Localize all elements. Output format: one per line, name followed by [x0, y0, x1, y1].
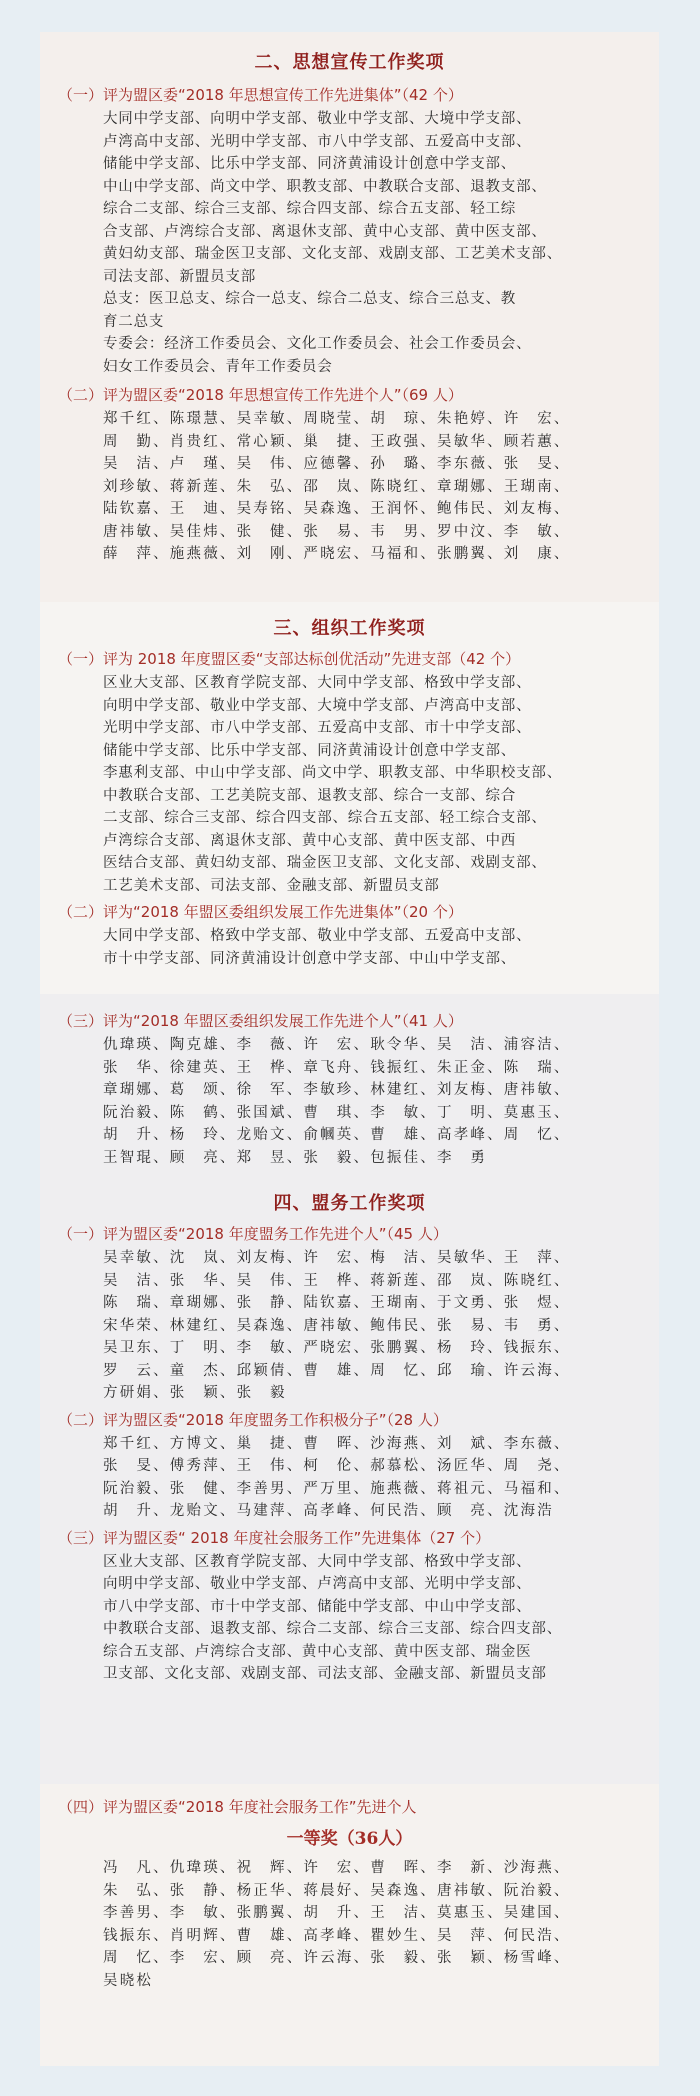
- list-line: 专委会：经济工作委员会、文化工作委员会、社会工作委员会、: [103, 336, 532, 352]
- section-2-sub2-list: [40, 408, 659, 566]
- section-4-sub1-heading: （一）评为盟区委“2018 年度盟务工作先进个人”（45 人）: [58, 1225, 448, 1243]
- section-4-sub3-heading: （三）评为盟区委“ 2018 年度社会服务工作”先进集体（27 个）: [58, 1528, 491, 1547]
- list-line: 胡 升、杨 玲、龙贻文、俞幗英、曹 雄、高孝峰、周 忆、: [103, 1127, 571, 1143]
- section-4-sub2-list: [40, 1433, 659, 1523]
- list-line: 吴幸敏、沈 岚、刘友梅、许 宏、梅 洁、吴敏华、王 萍、: [103, 1250, 571, 1266]
- document-page-1: [40, 32, 659, 602]
- section-4-title: 四、盟务工作奖项: [273, 1193, 426, 1214]
- list-line: 冯 凡、仇瑋瑛、祝 辉、许 宏、曹 晖、李 新、沙海燕、: [103, 1860, 571, 1876]
- list-line: 综合五支部、卢湾综合支部、黄中心支部、黄中医支部、瑞金医: [103, 1643, 532, 1660]
- list-line: 卢湾高中支部、光明中学支部、市八中学支部、五爱高中支部、: [103, 133, 532, 150]
- list-line: 黄妇幼支部、瑞金医卫支部、文化支部、戏剧支部、工艺美术支部、: [103, 246, 562, 262]
- list-line: 李惠利支部、中山中学支部、尚文中学、职教支部、中华职校支部、: [103, 765, 562, 781]
- section-2-sub1-list: [40, 108, 659, 378]
- list-line: 二支部、综合三支部、综合四支部、综合五支部、轻工综合支部、: [103, 810, 547, 826]
- list-line: 工艺美术支部、司法支部、金融支部、新盟员支部: [103, 877, 440, 894]
- section-4-sub4-heading: （四）评为盟区委“2018 年度社会服务工作”先进个人: [58, 1798, 417, 1816]
- section-2-sub1-heading: （一）评为盟区委“2018 年思想宣传工作先进集体”（42 个）: [58, 86, 463, 104]
- list-line: 吴晓松: [103, 1972, 154, 1989]
- list-line: 司法支部、新盟员支部: [103, 268, 256, 285]
- list-line: 储能中学支部、比乐中学支部、同济黄浦设计创意中学支部、: [103, 156, 517, 172]
- list-line: 阮治毅、张 健、李善男、严万里、施燕薇、蒋祖元、马福和、: [103, 1480, 571, 1497]
- list-line: 市十中学支部、同济黄浦设计创意中学支部、中山中学支部、: [103, 950, 517, 967]
- list-line: 周 忆、李 宏、顾 亮、许云海、张 毅、张 颖、杨雪峰、: [103, 1950, 571, 1966]
- list-line: 章瑚娜、葛 颂、徐 军、李敏珍、林建红、刘友梅、唐祎敏、: [103, 1082, 571, 1098]
- list-line: 吴卫东、丁 明、李 敏、严晓宏、张鹏翼、杨 玲、钱振东、: [103, 1340, 571, 1356]
- section-3-sub1-list: [40, 672, 659, 897]
- list-line: 区业大支部、区教育学院支部、大同中学支部、格致中学支部、: [103, 1553, 532, 1570]
- first-prize-heading: 一等奖（36人）: [286, 1829, 413, 1849]
- section-4-sub2-heading: （二）评为盟区委“2018 年度盟务工作积极分子”（28 人）: [58, 1410, 448, 1429]
- list-line: 向明中学支部、敬业中学支部、卢湾高中支部、光明中学支部、: [103, 1576, 532, 1592]
- list-line: 储能中学支部、比乐中学支部、同济黄浦设计创意中学支部、: [103, 742, 517, 759]
- section-4-sub4-list: [40, 1857, 659, 1992]
- list-line: 卫支部、文化支部、戏剧支部、司法支部、金融支部、新盟员支部: [103, 1666, 547, 1682]
- list-line: 陈 瑞、章瑚娜、张 静、陆钦嘉、王瑚南、于文勇、张 煜、: [103, 1295, 571, 1311]
- list-line: 张 旻、傅秀萍、王 伟、柯 伦、郝慕松、汤匠华、周 尧、: [103, 1458, 571, 1474]
- section-3-sub2-heading: （二）评为“2018 年盟区委组织发展工作先进集体”（20 个）: [58, 903, 463, 921]
- list-line: 罗 云、童 杰、邱颖倩、曹 雄、周 忆、邱 瑜、许云海、: [103, 1362, 571, 1379]
- list-line: 唐祎敏、吴佳炜、张 健、张 易、韦 男、罗中汶、李 敏、: [103, 523, 571, 540]
- section-2-sub2-heading: （二）评为盟区委“2018 年思想宣传工作先进个人”（69 人）: [58, 386, 463, 404]
- list-line: 张 华、徐建英、王 桦、章飞舟、钱振红、朱正金、陈 瑞、: [103, 1059, 571, 1076]
- list-line: 光明中学支部、市八中学支部、五爱高中支部、市十中学支部、: [103, 720, 532, 736]
- section-3-sub3-heading: （三）评为“2018 年盟区委组织发展工作先进个人”（41 人）: [58, 1012, 463, 1030]
- list-line: 总支：医卫总支、综合一总支、综合二总支、综合三总支、教: [103, 291, 517, 307]
- list-line: 方研娟、张 颖、张 毅: [103, 1385, 287, 1401]
- list-line: 陆钦嘉、王 迪、吴寿铭、吴森逸、王润怀、鲍伟民、刘友梅、: [103, 501, 571, 517]
- list-line: 市八中学支部、市十中学支部、储能中学支部、中山中学支部、: [103, 1598, 532, 1615]
- list-line: 大同中学支部、格致中学支部、敬业中学支部、五爱高中支部、: [103, 928, 532, 944]
- list-line: 宋华荣、林建红、吴森逸、唐祎敏、鲍伟民、张 易、韦 勇、: [103, 1317, 571, 1334]
- document-page-3: [40, 994, 659, 1784]
- section-3-sub3-list: [40, 1034, 659, 1169]
- list-line: 大同中学支部、向明中学支部、敬业中学支部、大境中学支部、: [103, 111, 532, 127]
- list-line: 钱振东、肖明辉、曹 雄、高孝峰、瞿妙生、吴 萍、何民浩、: [103, 1927, 571, 1944]
- list-line: 薛 萍、施燕薇、刘 刚、严晓宏、马福和、张鹏翼、刘 康、: [103, 546, 571, 562]
- list-line: 李善男、李 敏、张鹏翼、胡 升、王 洁、莫惠玉、吴建国、: [103, 1905, 571, 1921]
- list-line: 仇瑋瑛、陶克雄、李 薇、许 宏、耿令华、吴 洁、浦容洁、: [103, 1037, 571, 1053]
- list-line: 中教联合支部、退教支部、综合二支部、综合三支部、综合四支部、: [103, 1621, 562, 1637]
- list-line: 阮治毅、陈 鹤、张国斌、曹 琪、李 敏、丁 明、莫惠玉、: [103, 1104, 571, 1121]
- list-line: 中教联合支部、工艺美院支部、退教支部、综合一支部、综合: [103, 787, 517, 804]
- section-4-sub1-list: [40, 1247, 659, 1405]
- list-line: 胡 升、龙贻文、马建萍、高孝峰、何民浩、顾 亮、沈海浩: [103, 1503, 554, 1519]
- section-3-title: 三、组织工作奖项: [273, 618, 426, 639]
- section-4-sub3-list: [40, 1551, 659, 1686]
- list-line: 卢湾综合支部、离退休支部、黄中心支部、黄中医支部、中西: [103, 832, 517, 849]
- document-page-2: [40, 602, 659, 994]
- list-line: 合支部、卢湾综合支部、离退休支部、黄中心支部、黄中医支部、: [103, 223, 547, 240]
- list-line: 综合二支部、综合三支部、综合四支部、综合五支部、轻工综: [103, 201, 517, 217]
- list-line: 吴 洁、张 华、吴 伟、王 桦、蒋新莲、邵 岚、陈晓红、: [103, 1272, 571, 1289]
- document-page-4: [40, 1784, 659, 2066]
- list-line: 吴 洁、卢 瑾、吴 伟、应德馨、孙 璐、李东薇、张 旻、: [103, 456, 571, 472]
- list-line: 区业大支部、区教育学院支部、大同中学支部、格致中学支部、: [103, 675, 532, 691]
- section-3-sub1-heading: （一）评为 2018 年度盟区委“支部达标创优活动”先进支部（42 个）: [58, 650, 521, 668]
- section-2-title: 二、思想宣传工作奖项: [254, 52, 445, 73]
- list-line: 郑千红、陈璟慧、吴幸敏、周晓莹、胡 琼、朱艳婷、许 宏、: [103, 411, 571, 427]
- list-line: 周 勤、肖贵红、常心颖、巢 捷、王政强、吴敏华、顾若蕙、: [103, 433, 571, 450]
- list-line: 医结合支部、黄妇幼支部、瑞金医卫支部、文化支部、戏剧支部、: [103, 855, 547, 871]
- list-line: 向明中学支部、敬业中学支部、大境中学支部、卢湾高中支部、: [103, 697, 532, 714]
- list-line: 郑千红、方博文、巢 捷、曹 晖、沙海燕、刘 斌、李东薇、: [103, 1435, 571, 1452]
- section-3-sub2-list: [40, 925, 659, 970]
- list-line: 朱 弘、张 静、杨正华、蒋晨好、吴森逸、唐祎敏、阮治毅、: [103, 1882, 571, 1899]
- list-line: 中山中学支部、尚文中学、职教支部、中教联合支部、退教支部、: [103, 178, 547, 195]
- list-line: 刘珍敏、蒋新莲、朱 弘、邵 岚、陈晓红、章瑚娜、王瑚南、: [103, 478, 571, 495]
- list-line: 育二总支: [103, 313, 165, 330]
- list-line: 妇女工作委员会、青年工作委员会: [103, 358, 333, 375]
- list-line: 王智琨、顾 亮、郑 昱、张 毅、包振佳、李 勇: [103, 1149, 488, 1166]
